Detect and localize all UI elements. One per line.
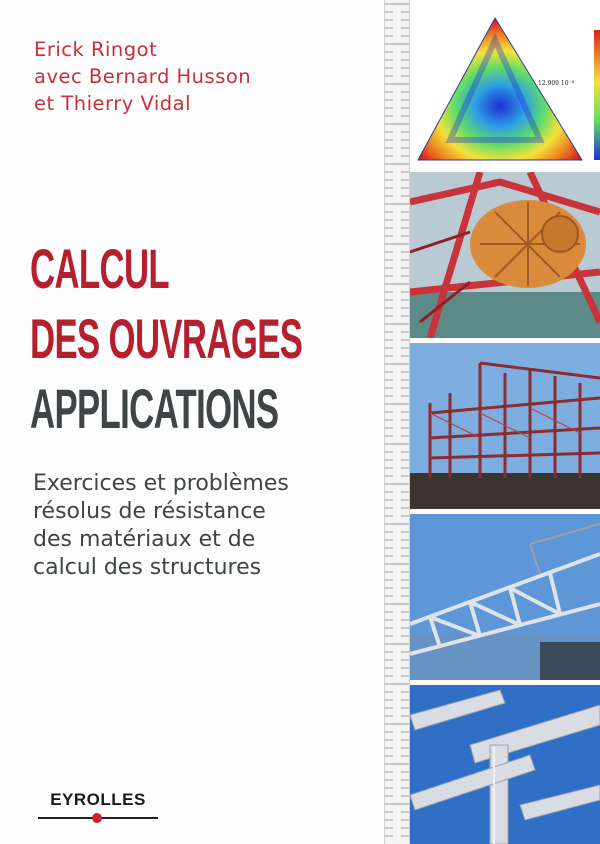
steel-frame-building-image xyxy=(410,343,600,509)
subtitle-line-3: des matériaux et de xyxy=(33,527,256,552)
ruler-ticks xyxy=(385,0,409,844)
publisher-logo xyxy=(38,790,158,823)
red-steel-structure-image xyxy=(410,172,600,338)
title-line-1: CALCUL xyxy=(30,237,169,300)
ruler-strip xyxy=(384,0,410,844)
book-title xyxy=(30,234,302,444)
publisher-underline xyxy=(38,813,158,823)
title-line-2: DES OUVRAGES xyxy=(30,307,303,370)
subtitle-line-4: calcul des structures xyxy=(33,555,262,580)
subtitle xyxy=(33,470,289,582)
figure-label: 12.909 10⁻⁸ xyxy=(538,80,575,87)
stress-distribution-image xyxy=(410,0,600,168)
author-3: et Thierry Vidal xyxy=(34,92,192,115)
publisher-dot xyxy=(92,813,102,823)
authors xyxy=(34,36,251,117)
subtitle-line-1: Exercices et problèmes xyxy=(33,471,289,496)
steel-beams-sky-image xyxy=(410,685,600,844)
author-2: avec Bernard Husson xyxy=(34,65,252,88)
title-line-3: APPLICATIONS xyxy=(30,377,279,440)
author-1: Erick Ringot xyxy=(34,38,158,61)
subtitle-line-2: résolus de résistance xyxy=(33,499,266,524)
publisher-name: EYROLLES xyxy=(50,790,146,809)
steel-truss-image xyxy=(410,514,600,680)
